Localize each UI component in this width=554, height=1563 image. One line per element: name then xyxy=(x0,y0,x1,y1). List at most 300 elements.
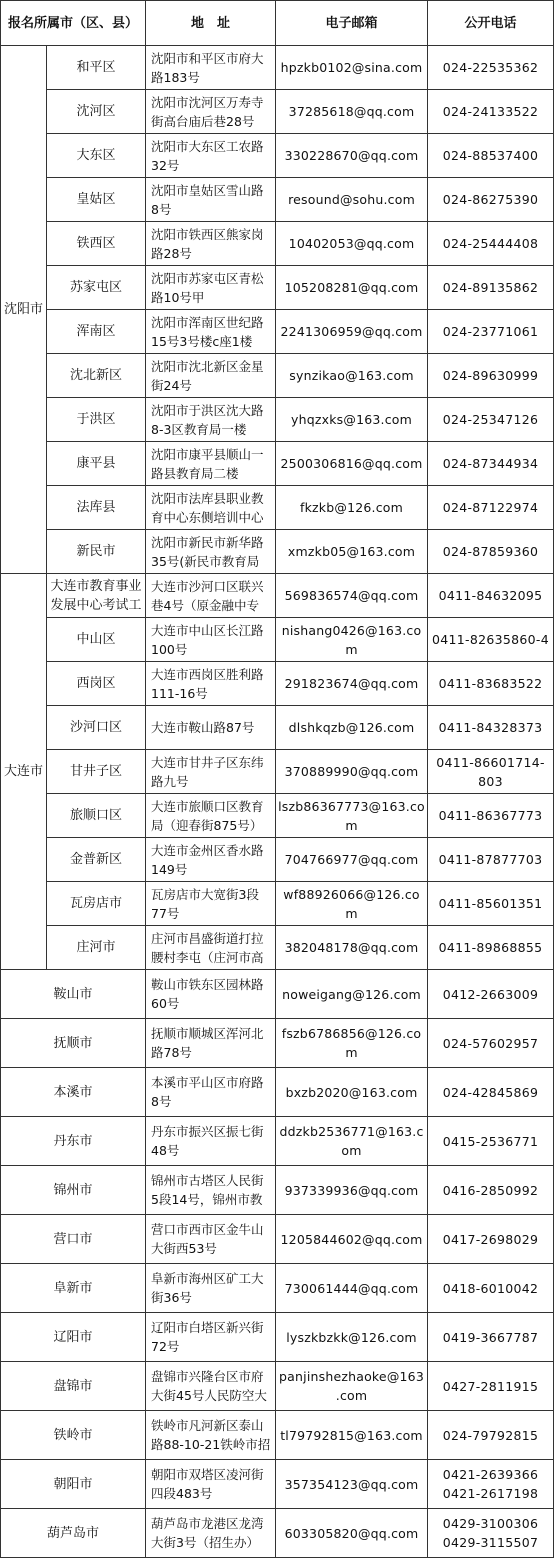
email-cell-text: dlshkqzb@126.com xyxy=(288,720,415,735)
phone-cell xyxy=(428,90,554,134)
phone-cell-text: 0411-84328373 xyxy=(438,720,543,735)
email-cell xyxy=(276,178,428,222)
address-cell-text: 局（迎春街875号） xyxy=(151,817,263,833)
address-cell xyxy=(146,750,276,794)
district-cell xyxy=(47,486,146,530)
address-cell xyxy=(146,1068,276,1117)
phone-cell-text: 024-25347126 xyxy=(442,412,539,427)
email-cell-text: resound@sohu.com xyxy=(288,192,415,207)
address-cell-text: 60号 xyxy=(151,996,180,1011)
phone-cell-text: 0418-6010042 xyxy=(442,1280,539,1296)
email-cell xyxy=(276,1215,428,1264)
address-cell-text: 本溪市平山区市府路 xyxy=(151,1075,264,1090)
district-cell xyxy=(47,662,146,706)
address-cell-text: 大街西53号 xyxy=(151,1241,217,1256)
address-cell xyxy=(146,1117,276,1166)
email-cell-text: m xyxy=(345,1045,358,1060)
address-cell-text: 沈阳市沈北新区金星 xyxy=(151,358,264,374)
district-cell xyxy=(47,618,146,662)
phone-cell xyxy=(428,1166,554,1215)
phone-cell xyxy=(428,838,554,882)
city-cell-text: 抚顺市 xyxy=(53,1035,93,1051)
address-cell-text: 大连市鞍山路87号 xyxy=(151,720,255,735)
email-cell xyxy=(276,706,428,750)
district-cell xyxy=(47,134,146,178)
address-cell-text: 沈阳市苏家屯区青松 xyxy=(151,270,264,286)
district-cell xyxy=(47,794,146,838)
phone-cell-text: 0411-86601714- xyxy=(436,754,545,770)
district-cell-text: 发展中心考试工 xyxy=(50,597,142,613)
address-cell-text: 盘锦市兴隆台区市府 xyxy=(151,1369,264,1384)
phone-cell-text: 0411-89868855 xyxy=(438,940,543,955)
address-cell xyxy=(146,398,276,442)
email-cell xyxy=(276,1411,428,1460)
address-cell-text: 路78号 xyxy=(151,1045,192,1060)
address-cell xyxy=(146,354,276,398)
email-cell xyxy=(276,1068,428,1117)
address-cell xyxy=(146,1166,276,1215)
address-cell xyxy=(146,574,276,618)
city-cell-text: 铁岭市 xyxy=(53,1427,93,1443)
phone-cell-text: 024-86275390 xyxy=(442,192,539,207)
email-cell-text: noweigang@126.com xyxy=(282,986,421,1002)
phone-cell-text: 0412-2663009 xyxy=(442,986,539,1002)
address-cell-text: 四段483号 xyxy=(151,1486,213,1501)
district-cell-text: 旅顺口区 xyxy=(70,808,123,823)
address-cell-text: 朝阳市双塔区凌河街 xyxy=(151,1467,264,1482)
email-cell-text: 937339936@qq.com xyxy=(284,1182,419,1198)
district-cell xyxy=(47,530,146,574)
city-cell-text: 沈阳市 xyxy=(3,302,43,317)
email-cell xyxy=(276,398,428,442)
district-cell-text: 大东区 xyxy=(76,148,116,163)
address-cell-text: 大街45号人民防空大 xyxy=(151,1388,267,1403)
phone-cell-text: 024-89135862 xyxy=(442,280,539,295)
phone-cell-text: 0411-84632095 xyxy=(438,588,543,603)
address-cell-text: 沈阳市浑南区世纪路 xyxy=(151,314,264,330)
email-cell xyxy=(276,134,428,178)
phone-cell xyxy=(428,134,554,178)
email-cell-text: fkzkb@126.com xyxy=(300,500,404,515)
phone-cell-text: 0411-83683522 xyxy=(438,676,543,691)
district-cell-text: 沈河区 xyxy=(76,104,116,119)
district-cell-text: 皇姑区 xyxy=(76,192,116,207)
email-cell xyxy=(276,1264,428,1313)
district-cell xyxy=(47,354,146,398)
email-cell xyxy=(276,1509,428,1558)
table-row xyxy=(1,574,554,618)
address-cell-text: 大连市中山区长江路 xyxy=(151,622,264,638)
city-cell xyxy=(1,1313,146,1362)
address-cell xyxy=(146,662,276,706)
table-row xyxy=(1,1264,554,1313)
table-row xyxy=(1,1215,554,1264)
phone-cell xyxy=(428,794,554,838)
email-cell-text: fszb6786856@126.co xyxy=(281,1026,422,1041)
email-cell xyxy=(276,266,428,310)
email-cell xyxy=(276,1117,428,1166)
phone-cell-text: 0415-2536771 xyxy=(442,1133,539,1149)
address-cell-text: 77号 xyxy=(151,905,180,921)
city-cell-text: 锦州市 xyxy=(53,1182,93,1198)
email-cell xyxy=(276,970,428,1019)
phone-cell-text: 0421-2639366 xyxy=(442,1467,539,1482)
phone-cell-text: 024-87122974 xyxy=(442,500,539,515)
district-cell-text: 康平县 xyxy=(76,456,116,471)
table-row xyxy=(1,134,554,178)
phone-cell xyxy=(428,354,554,398)
city-cell-text: 营口市 xyxy=(53,1231,93,1247)
address-cell-text: 沈阳市铁西区熊家岗 xyxy=(151,226,264,242)
email-cell-text: xmzkb05@163.com xyxy=(287,544,416,559)
phone-cell xyxy=(428,882,554,926)
email-cell xyxy=(276,574,428,618)
email-cell xyxy=(276,486,428,530)
address-cell xyxy=(146,222,276,266)
address-cell-text: 沈阳市沈河区万寿寺 xyxy=(151,94,264,110)
district-cell-text: 甘井子区 xyxy=(70,764,123,779)
district-cell-text: 庄河市 xyxy=(76,940,116,955)
city-cell-text: 盘锦市 xyxy=(53,1378,93,1394)
email-cell-text: 730061444@qq.com xyxy=(284,1280,419,1296)
address-cell-text: 大连市金州区香水路 xyxy=(151,842,264,858)
address-cell-text: 8号 xyxy=(151,201,172,217)
city-cell xyxy=(1,1117,146,1166)
phone-cell-text: 0429-3115507 xyxy=(442,1535,539,1550)
city-cell-text: 朝阳市 xyxy=(53,1476,93,1492)
district-cell xyxy=(47,398,146,442)
table-row xyxy=(1,354,554,398)
address-cell-text: 葫芦岛市龙港区龙湾 xyxy=(151,1516,264,1531)
email-cell-text: synzikao@163.com xyxy=(289,368,414,383)
address-cell xyxy=(146,442,276,486)
table-row xyxy=(1,618,554,662)
district-cell xyxy=(47,838,146,882)
district-cell-text: 瓦房店市 xyxy=(70,896,123,911)
email-cell xyxy=(276,794,428,838)
address-cell-text: 路88-10-21铁岭市招 xyxy=(151,1437,271,1452)
address-cell-text: 锦州市古塔区人民街 xyxy=(151,1173,264,1188)
email-cell xyxy=(276,1362,428,1411)
address-cell xyxy=(146,1019,276,1068)
email-cell xyxy=(276,838,428,882)
district-cell xyxy=(47,706,146,750)
district-cell xyxy=(47,310,146,354)
email-cell xyxy=(276,1166,428,1215)
address-cell-text: 大连市甘井子区东纬 xyxy=(151,754,264,770)
phone-cell xyxy=(428,266,554,310)
phone-cell xyxy=(428,1509,554,1558)
table-row xyxy=(1,266,554,310)
email-cell-text: 569836574@qq.com xyxy=(284,588,419,603)
city-cell xyxy=(1,1166,146,1215)
address-cell-text: 沈阳市于洪区沈大路 xyxy=(151,402,264,418)
address-cell-text: 大街3号（招生办） xyxy=(151,1535,259,1550)
phone-cell xyxy=(428,1215,554,1264)
address-cell-text: 35号(新民市教育局 xyxy=(151,553,260,569)
email-cell-text: 37285618@qq.com xyxy=(288,104,415,119)
address-cell-text: 沈阳市皇姑区雪山路 xyxy=(151,182,264,198)
email-cell-text: 291823674@qq.com xyxy=(284,676,419,691)
phone-cell xyxy=(428,310,554,354)
phone-cell-text: 024-42845869 xyxy=(442,1084,539,1100)
email-cell-text: 2500306816@qq.com xyxy=(280,456,423,471)
phone-cell xyxy=(428,398,554,442)
address-cell-text: 8-3区教育局一楼 xyxy=(151,421,247,437)
phone-cell xyxy=(428,1362,554,1411)
address-cell xyxy=(146,134,276,178)
address-cell-text: 大连市西岗区胜利路 xyxy=(151,666,264,682)
district-cell-text: 浑南区 xyxy=(76,324,116,339)
email-cell xyxy=(276,662,428,706)
table-row xyxy=(1,970,554,1019)
table-row xyxy=(1,46,554,90)
address-cell-text: 育中心东侧培训中心 xyxy=(151,509,264,525)
address-cell xyxy=(146,1509,276,1558)
district-cell-text: 新民市 xyxy=(76,544,116,559)
address-cell-text: 149号 xyxy=(151,861,188,877)
city-cell-text: 丹东市 xyxy=(53,1133,93,1149)
address-cell-text: 辽阳市白塔区新兴街 xyxy=(151,1320,264,1335)
email-cell xyxy=(276,926,428,970)
address-cell-text: 路九号 xyxy=(151,773,189,789)
phone-cell-text: 024-87859360 xyxy=(442,544,539,559)
phone-cell xyxy=(428,618,554,662)
address-cell xyxy=(146,90,276,134)
address-cell-text: 路县教育局二楼 xyxy=(151,465,239,481)
city-cell xyxy=(1,1019,146,1068)
phone-cell-text: 024-89630999 xyxy=(442,368,539,383)
district-cell xyxy=(47,882,146,926)
email-cell-text: .com xyxy=(335,1388,368,1403)
header-address: 地 址 xyxy=(146,1,276,46)
address-cell-text: 大连市旅顺口区教育 xyxy=(151,798,264,814)
address-cell-text: 111-16号 xyxy=(151,685,208,701)
city-cell-text: 阜新市 xyxy=(53,1280,93,1296)
address-cell xyxy=(146,486,276,530)
city-cell xyxy=(1,970,146,1019)
table-row xyxy=(1,838,554,882)
table-row xyxy=(1,794,554,838)
phone-cell xyxy=(428,706,554,750)
address-cell xyxy=(146,178,276,222)
city-cell xyxy=(1,46,47,574)
table-row xyxy=(1,222,554,266)
address-cell-text: 阜新市海州区矿工大 xyxy=(151,1271,264,1286)
table-row xyxy=(1,926,554,970)
address-cell-text: 丹东市振兴区振七街 xyxy=(151,1124,264,1139)
district-cell-text: 铁西区 xyxy=(76,236,116,251)
city-cell xyxy=(1,1264,146,1313)
phone-cell xyxy=(428,1068,554,1117)
phone-cell xyxy=(428,178,554,222)
address-cell-text: 沈阳市法库县职业教 xyxy=(151,490,264,506)
email-cell-text: wf88926066@126.co xyxy=(283,886,420,902)
address-cell xyxy=(146,706,276,750)
phone-cell-text: 0421-2617198 xyxy=(442,1486,539,1501)
email-cell-text: 1205844602@qq.com xyxy=(280,1231,423,1247)
email-cell xyxy=(276,1460,428,1509)
email-cell xyxy=(276,90,428,134)
phone-cell xyxy=(428,1117,554,1166)
phone-cell-text: 024-23771061 xyxy=(442,324,539,339)
address-cell-text: 鞍山市铁东区园林路 xyxy=(151,977,264,992)
phone-cell-text: 024-57602957 xyxy=(442,1035,539,1051)
address-cell xyxy=(146,1215,276,1264)
table-row xyxy=(1,750,554,794)
table-row xyxy=(1,1068,554,1117)
address-cell xyxy=(146,1362,276,1411)
district-cell-text: 法库县 xyxy=(76,500,116,515)
phone-cell xyxy=(428,1019,554,1068)
email-cell-text: nishang0426@163.co xyxy=(281,622,422,638)
address-cell xyxy=(146,310,276,354)
email-cell xyxy=(276,1313,428,1362)
address-cell xyxy=(146,530,276,574)
table-body xyxy=(1,46,554,1558)
address-cell xyxy=(146,1411,276,1460)
phone-cell-text: 0417-2698029 xyxy=(442,1231,539,1247)
address-cell xyxy=(146,882,276,926)
district-cell-text: 于洪区 xyxy=(76,412,116,427)
table-row xyxy=(1,1019,554,1068)
email-cell-text: lyszkbzkk@126.com xyxy=(286,1329,417,1345)
address-cell-text: 48号 xyxy=(151,1143,180,1158)
phone-cell-text: 0411-82635860-4 xyxy=(432,632,549,647)
table-row xyxy=(1,882,554,926)
email-cell-text: yhqzxks@163.com xyxy=(291,412,413,427)
city-cell-text: 本溪市 xyxy=(53,1084,93,1100)
district-cell xyxy=(47,750,146,794)
table-row xyxy=(1,1460,554,1509)
city-cell xyxy=(1,1362,146,1411)
phone-cell xyxy=(428,574,554,618)
phone-cell xyxy=(428,46,554,90)
district-cell xyxy=(47,222,146,266)
district-cell-text: 大连市教育事业 xyxy=(50,578,142,594)
address-cell xyxy=(146,1264,276,1313)
email-cell-text: lszb86367773@163.co xyxy=(278,798,425,814)
email-cell-text: hpzkb0102@sina.com xyxy=(280,60,423,75)
table-row xyxy=(1,1362,554,1411)
district-cell-text: 沙河口区 xyxy=(70,720,123,735)
district-cell-text: 西岗区 xyxy=(76,676,116,691)
city-cell-text: 葫芦岛市 xyxy=(47,1525,100,1541)
address-cell-text: 沈阳市新民市新华路 xyxy=(151,534,264,550)
email-cell-text: bxzb2020@163.com xyxy=(285,1084,418,1100)
address-cell-text: 8号 xyxy=(151,1094,172,1109)
email-cell-text: m xyxy=(345,817,358,833)
table-row xyxy=(1,1166,554,1215)
email-cell xyxy=(276,222,428,266)
table-row xyxy=(1,1509,554,1558)
address-cell-text: 巷4号（原金融中专 xyxy=(151,597,259,613)
address-cell-text: 铁岭市凡河新区泰山 xyxy=(151,1418,264,1433)
phone-cell xyxy=(428,750,554,794)
email-cell-text: 603305820@qq.com xyxy=(284,1525,419,1541)
email-cell-text: panjinshezhaoke@163 xyxy=(279,1369,424,1384)
email-cell xyxy=(276,530,428,574)
address-cell-text: 街24号 xyxy=(151,377,192,393)
table-row xyxy=(1,1117,554,1166)
email-cell-text: om xyxy=(341,1143,362,1158)
address-cell xyxy=(146,926,276,970)
email-cell xyxy=(276,618,428,662)
address-cell-text: 72号 xyxy=(151,1339,180,1354)
address-cell-text: 32号 xyxy=(151,157,180,173)
email-cell-text: 382048178@qq.com xyxy=(284,940,419,955)
email-cell-text: 704766977@qq.com xyxy=(284,852,419,867)
district-cell-text: 和平区 xyxy=(76,60,116,75)
email-cell xyxy=(276,354,428,398)
email-cell-text: 330228670@qq.com xyxy=(284,148,419,163)
address-cell-text: 瓦房店市大宽街3段 xyxy=(151,886,259,902)
phone-cell-text: 024-25444408 xyxy=(442,236,539,251)
address-cell xyxy=(146,46,276,90)
phone-cell xyxy=(428,486,554,530)
phone-cell-text: 024-22535362 xyxy=(442,60,539,75)
header-phone: 公开电话 xyxy=(428,1,554,46)
email-cell xyxy=(276,750,428,794)
phone-cell-text: 024-87344934 xyxy=(442,456,539,471)
email-cell-text: 370889990@qq.com xyxy=(284,764,419,779)
table-row xyxy=(1,530,554,574)
city-cell xyxy=(1,1411,146,1460)
address-cell-text: 路10号甲 xyxy=(151,289,205,305)
email-cell-text: m xyxy=(345,641,358,657)
phone-cell xyxy=(428,1313,554,1362)
email-cell xyxy=(276,1019,428,1068)
phone-cell-text: 024-79792815 xyxy=(442,1427,539,1443)
address-cell-text: 大连市沙河口区联兴 xyxy=(151,578,264,594)
address-cell-text: 路28号 xyxy=(151,245,192,261)
phone-cell-text: 0427-2811915 xyxy=(442,1378,539,1394)
district-cell xyxy=(47,46,146,90)
district-cell-text: 金普新区 xyxy=(70,852,123,867)
email-cell-text: tl79792815@163.com xyxy=(280,1427,423,1443)
city-cell-text: 大连市 xyxy=(3,764,43,779)
district-cell-text: 沈北新区 xyxy=(70,368,123,383)
city-cell xyxy=(1,1215,146,1264)
address-cell-text: 沈阳市康平县顺山一 xyxy=(151,446,264,462)
email-cell-text: ddzkb2536771@163.c xyxy=(279,1124,424,1139)
address-cell-text: 街高台庙后巷28号 xyxy=(151,113,255,129)
header-row xyxy=(1,1,554,46)
phone-cell xyxy=(428,1264,554,1313)
district-cell-text: 苏家屯区 xyxy=(70,280,123,295)
city-cell-text: 辽阳市 xyxy=(53,1329,93,1345)
email-cell-text: 2241306959@qq.com xyxy=(280,324,423,339)
address-cell xyxy=(146,266,276,310)
phone-cell xyxy=(428,926,554,970)
phone-cell-text: 0411-87877703 xyxy=(438,852,543,867)
email-cell xyxy=(276,442,428,486)
district-cell xyxy=(47,178,146,222)
address-cell-text: 庄河市昌盛街道打拉 xyxy=(151,930,264,946)
table-row xyxy=(1,1411,554,1460)
table-row xyxy=(1,662,554,706)
phone-cell-text: 0411-86367773 xyxy=(438,808,543,823)
address-cell-text: 15号3号楼c座1楼 xyxy=(151,333,253,349)
phone-cell-text: 803 xyxy=(478,773,503,789)
table-row xyxy=(1,486,554,530)
address-cell xyxy=(146,970,276,1019)
city-cell xyxy=(1,574,47,970)
email-cell-text: 105208281@qq.com xyxy=(284,280,419,295)
address-cell xyxy=(146,838,276,882)
phone-cell xyxy=(428,1411,554,1460)
table-row xyxy=(1,398,554,442)
